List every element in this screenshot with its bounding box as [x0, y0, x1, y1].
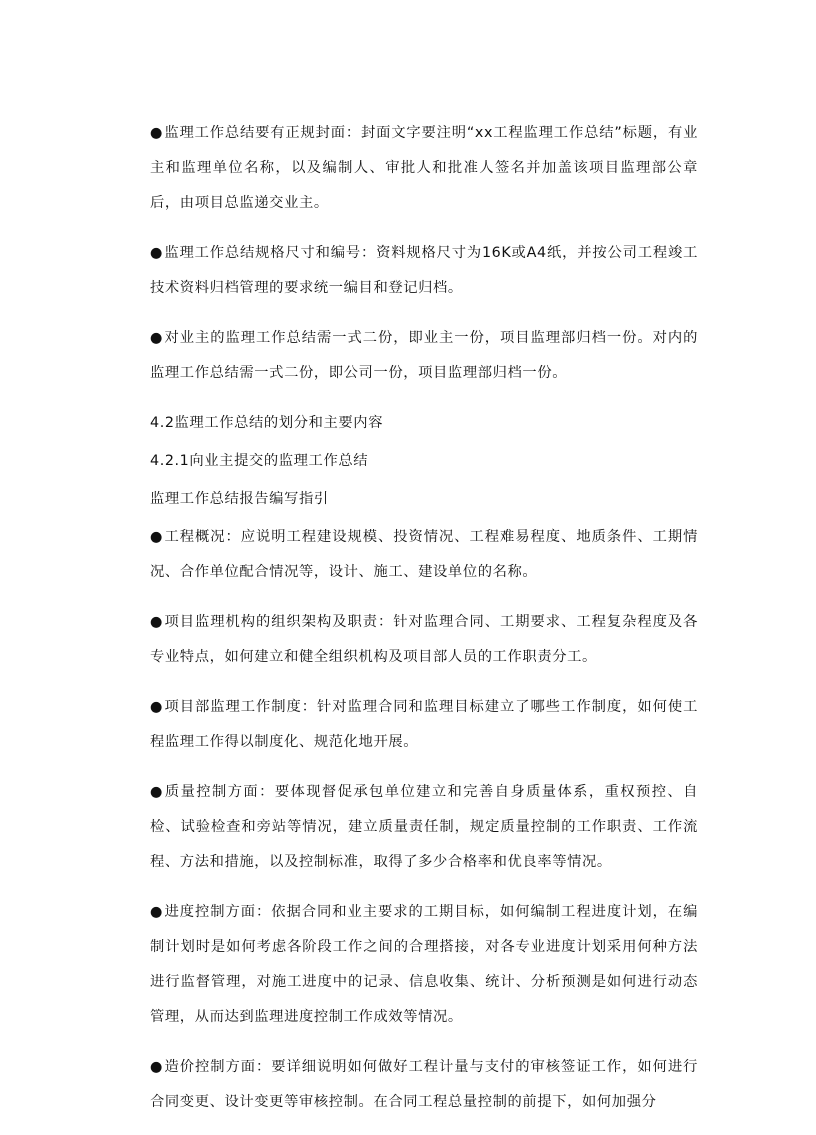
paragraph-work-rules — [150, 690, 698, 760]
paragraph-text: 进度控制方面：依据合同和业主要求的工期目标，如何编制工程进度计划，在编制计划时是如何考虑各阶段工作之间的合理搭接，对各专业进度计划采用何种方法进行监督管理，对施工进度中的记录、信息收集、统计、分析预测是如何进行动态管理，从而达到监理进度控制工作成效等情况。 — [150, 904, 698, 1025]
bullet-icon: ● — [150, 245, 164, 261]
paragraph-copies — [150, 321, 698, 391]
paragraph-text: 造价控制方面：要详细说明如何做好工程计量与支付的审核签证工作，如何进行合同变更、设计变更等审核控制。在合同工程总量控制的前提下，如何加强分 — [150, 1059, 698, 1110]
paragraph-cost-control — [150, 1050, 698, 1120]
document-body — [150, 116, 698, 1135]
bullet-icon: ● — [150, 699, 164, 715]
paragraph-text: 质量控制方面：要体现督促承包单位建立和完善自身质量体系，重权预控、自检、试验检查和旁站等情况，建立质量责任制，规定质量控制的工作职责、工作流程、方法和措施，以及控制标准，取得了多少合格率和优良率等情况。 — [150, 784, 698, 870]
paragraph-text: 对业主的监理工作总结需一式二份，即业主一份，项目监理部归档一份。对内的监理工作总结需一式二份，即公司一份，项目监理部归档一份。 — [150, 330, 698, 381]
section-heading-4-2-1: 4.2.1向业主提交的监理工作总结 — [150, 453, 369, 469]
paragraph-project-overview — [150, 520, 698, 590]
section-heading-4-2: 4.2监理工作总结的划分和主要内容 — [150, 415, 384, 431]
paragraph-text: 监理工作总结规格尺寸和编号：资料规格尺寸为16K或A4纸，并按公司工程竣工技术资料归档管理的要求统一编目和登记归档。 — [150, 245, 699, 296]
bullet-icon: ● — [150, 904, 164, 920]
bullet-icon: ● — [150, 784, 164, 800]
guide-heading: 监理工作总结报告编写指引 — [150, 491, 329, 507]
paragraph-text: 监理工作总结要有正规封面：封面文字要注明“xx工程监理工作总结”标题，有业主和监理单位名称，以及编制人、审批人和批准人签名并加盖该项目监理部公章后，由项目总监递交业主。 — [150, 125, 698, 211]
bullet-icon: ● — [150, 330, 164, 346]
paragraph-cover-requirements — [150, 116, 698, 221]
paragraph-text: 项目部监理工作制度：针对监理合同和监理目标建立了哪些工作制度，如何使工程监理工作得以制度化、规范化地开展。 — [150, 699, 698, 750]
paragraph-schedule-control — [150, 895, 698, 1035]
paragraph-organization — [150, 605, 698, 675]
paragraph-text: 工程概况：应说明工程建设规模、投资情况、工程难易程度、地质条件、工期情况、合作单位配合情况等，设计、施工、建设单位的名称。 — [150, 529, 698, 580]
paragraph-size-and-numbering — [150, 236, 698, 306]
bullet-icon: ● — [150, 529, 164, 545]
bullet-icon: ● — [150, 614, 164, 630]
bullet-icon: ● — [150, 125, 164, 141]
bullet-icon: ● — [150, 1059, 164, 1075]
paragraph-text: 项目监理机构的组织架构及职责：针对监理合同、工期要求、工程复杂程度及各专业特点，如何建立和健全组织机构及项目部人员的工作职责分工。 — [150, 614, 698, 665]
paragraph-quality-control — [150, 775, 698, 880]
